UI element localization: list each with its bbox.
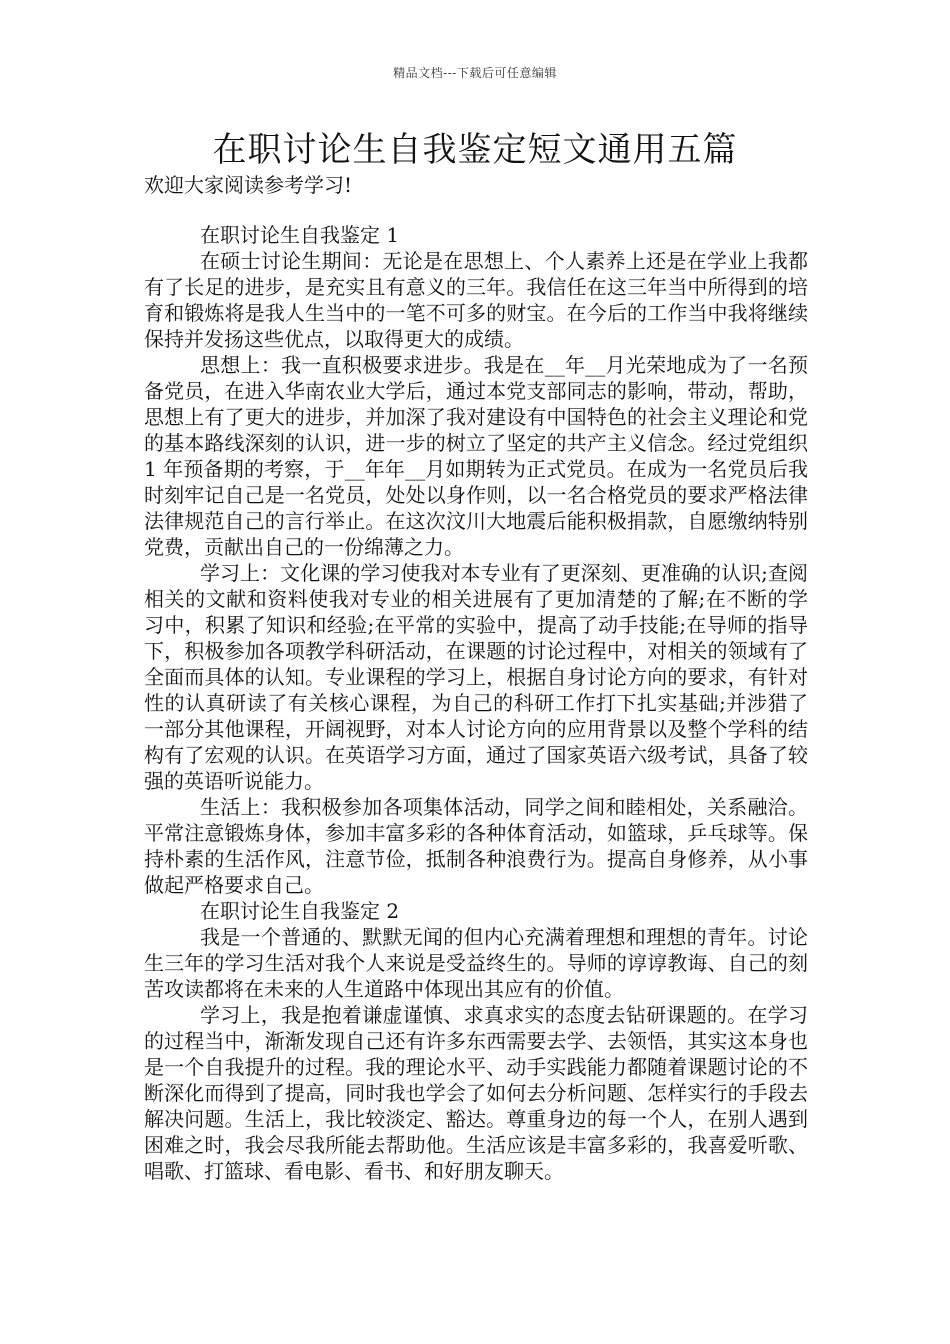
paragraph: 我是一个普通的、默默无闻的但内心充满着理想和理想的青年。讨论生三年的学习生活对我个人来说是受益终生的。导师的谆谆教诲、自己的刻苦攻读都将在未来的人生道路中体现出其应有的价值。 [144,925,808,1001]
paragraph: 生活上：我积极参加各项集体活动，同学之间和睦相处，关系融洽。平常注意锻炼身体，参加丰富多彩的各种体育活动，如篮球，乒乓球等。保持朴素的生活作风，注意节俭，抵制各种浪费行为。提高自身修养，从小事做起严格要求自己。 [144,795,808,897]
section-heading-1: 在职讨论生自我鉴定 1 [200,223,400,247]
document-title: 在职讨论生自我鉴定短文通用五篇 [212,130,738,170]
paragraph: 思想上：我一直积极要求进步。我是在__年__月光荣地成为了一名预备党员，在进入华南农业大学后，通过本党支部同志的影响，带动，帮助，思想上有了更大的进步，并加深了我对建设有中国特色的社会主义理论和党的基本路线深刻的认识，进一步的树立了坚定的共产主义信念。经过党组织 1 年预备期的考察，于__年年__月如期转为正式党员。在成为一名党员后我时刻牢记自己是一名党员，处处以身作则，以一名合格党员的要求严格法律法律规范自己的言行举止。在这次汶川大地震后能积极捐款，自愿缴纳特别党费，贡献出自己的一份绵薄之力。 [144,353,808,559]
section-heading-2: 在职讨论生自我鉴定 2 [200,899,400,923]
document-body [144,172,808,1184]
paragraph: 学习上：文化课的学习使我对本专业有了更深刻、更准确的认识;查阅相关的文献和资料使我对专业的相关进展有了更加清楚的了解;在不断的学习中，积累了知识和经验;在平常的实验中，提高了动手技能;在导师的指导下，积极参加各项教学科研活动，在课题的讨论过程中，对相关的领域有了全面而具体的认知。专业课程的学习上，根据自身讨论方向的要求，有针对性的认真研读了有关核心课程，为自己的科研工作打下扎实基础;并涉猎了一部分其他课程，开阔视野，对本人讨论方向的应用背景以及整个学科的结构有了宏观的认识。在英语学习方面，通过了国家英语六级考试，具备了较强的英语听说能力。 [144,561,808,793]
paragraph: 学习上，我是抱着谦虚谨慎、求真求实的态度去钻研课题的。在学习的过程当中，渐渐发现自己还有许多东西需要去学、去领悟，其实这本身也是一个自我提升的过程。我的理论水平、动手实践能力都随着课题讨论的不断深化而得到了提高，同时我也学会了如何去分析问题、怎样实行的手段去解决问题。生活上，我比较淡定、豁达。尊重身边的每一个人，在别人遇到困难之时，我会尽我所能去帮助他。生活应该是丰富多彩的，我喜爱听歌、唱歌、打篮球、看电影、看书、和好朋友聊天。 [144,1003,808,1183]
header-note: 精品文档---下载后可任意编辑 [393,66,557,80]
welcome-text: 欢迎大家阅读参考学习! [144,173,353,197]
paragraph: 在硕士讨论生期间：无论是在思想上、个人素养上还是在学业上我都有了长足的进步，是充实且有意义的三年。我信任在这三年当中所得到的培育和锻炼将是我人生当中的一笔不可多的财宝。在今后的工作当中我将继续保持并发扬这些优点，以取得更大的成绩。 [144,249,808,351]
